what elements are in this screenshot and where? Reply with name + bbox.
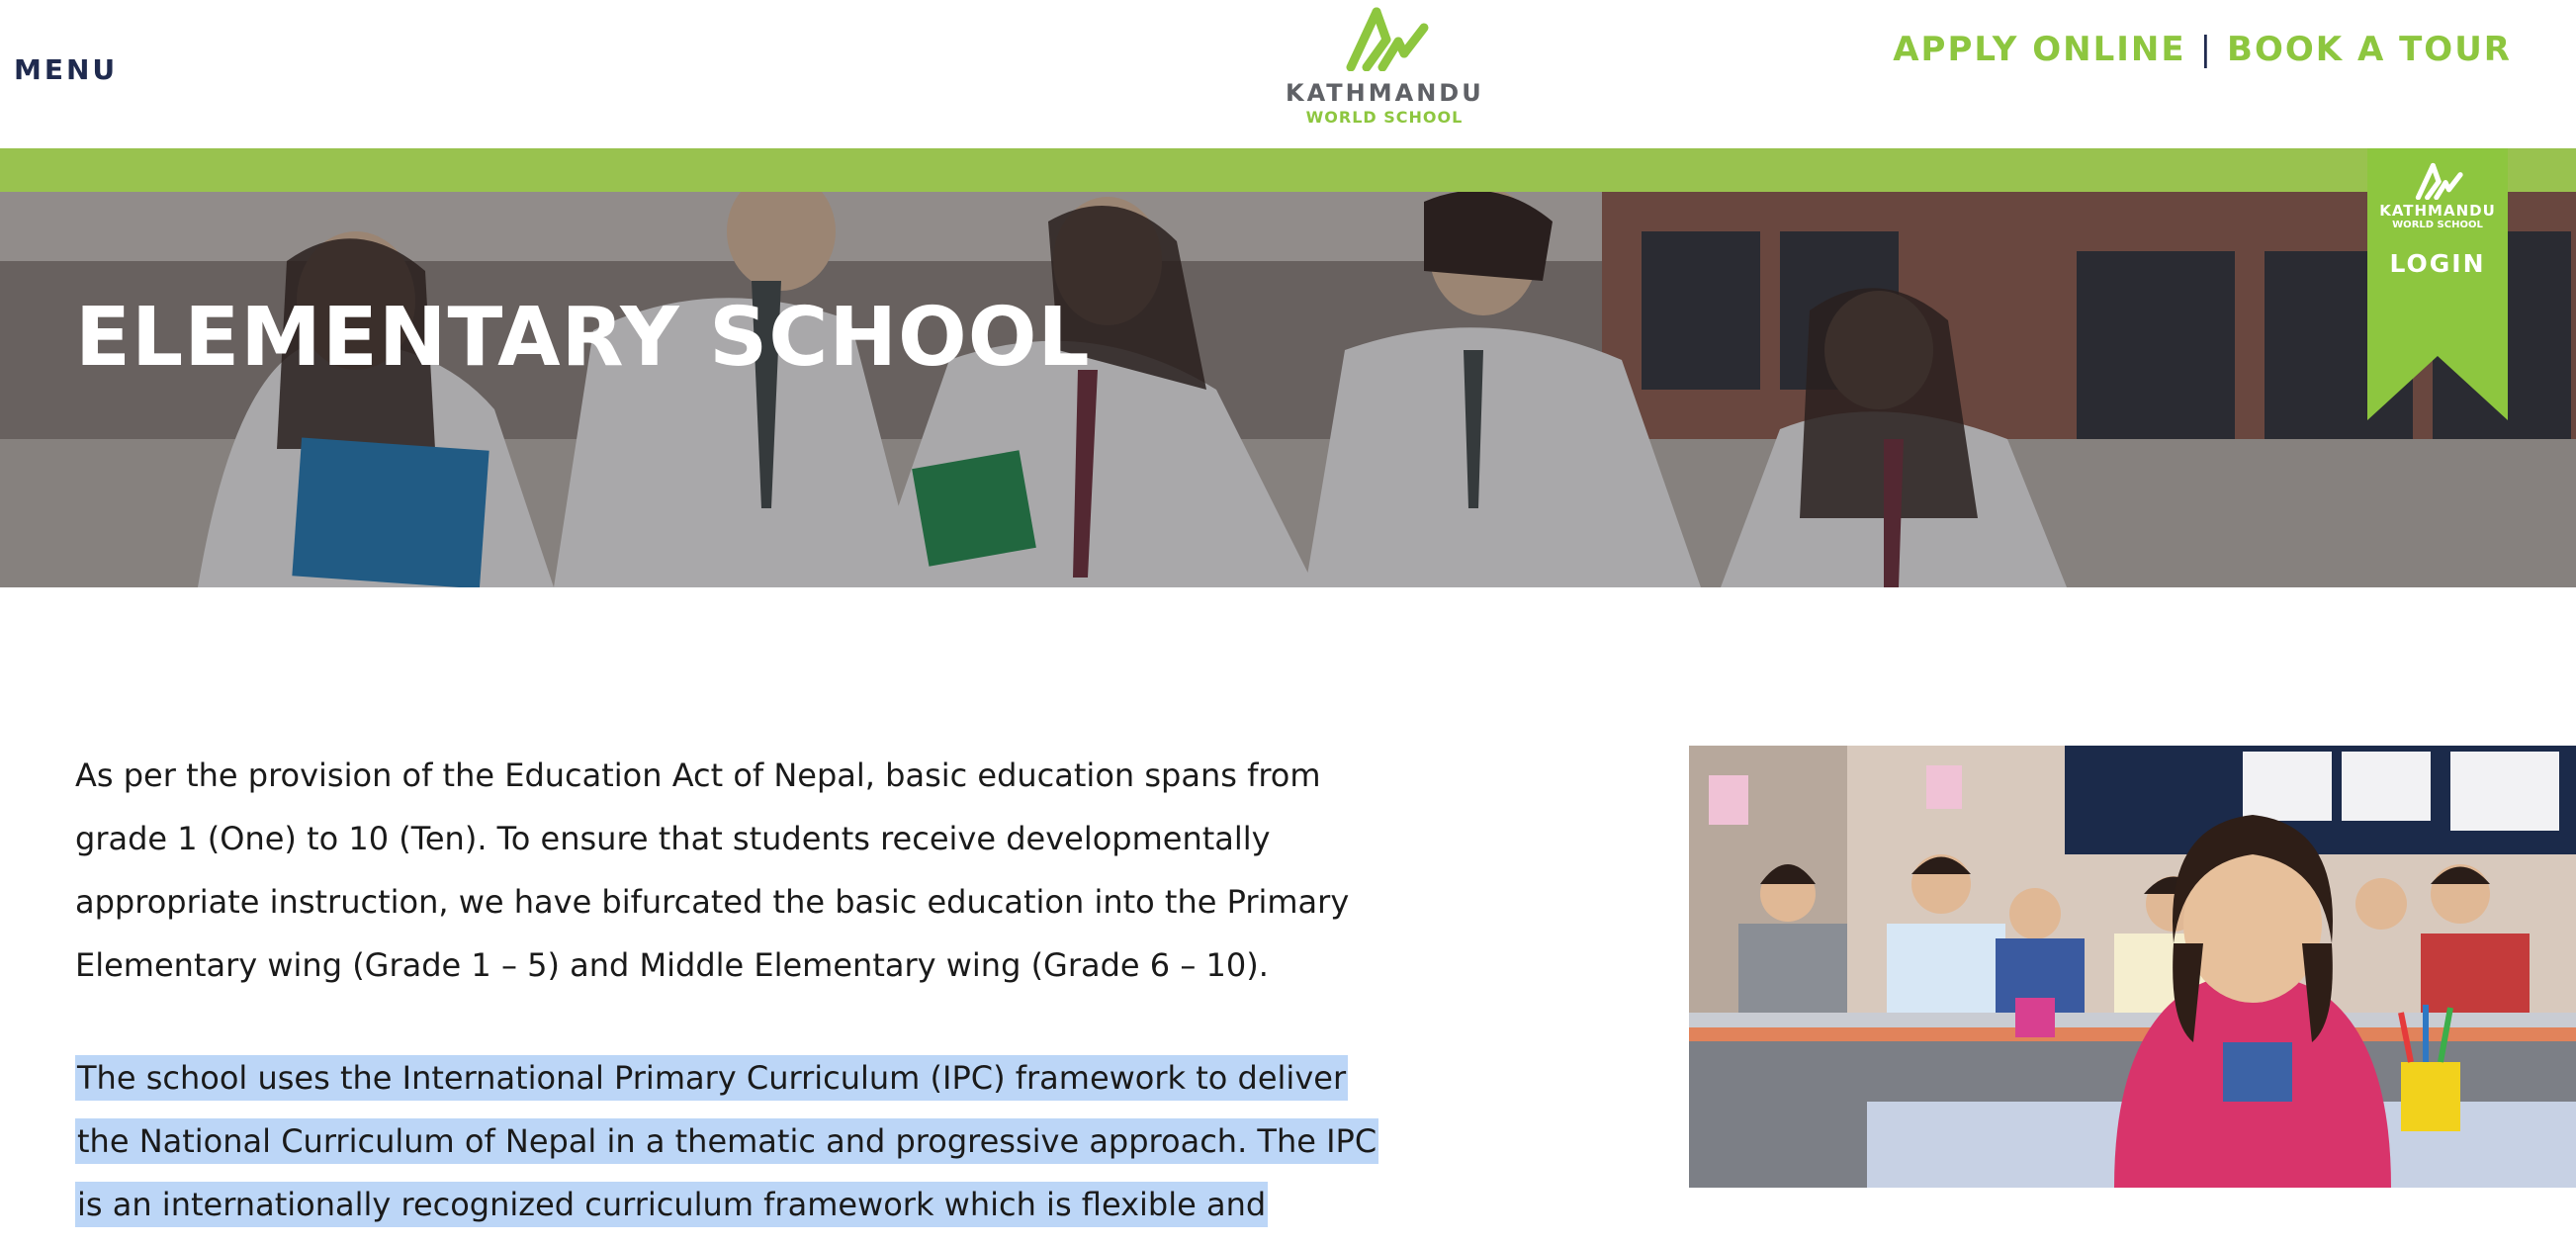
login-ribbon-button[interactable] bbox=[2367, 148, 2508, 420]
ribbon-logo-subtitle: WORLD SCHOOL bbox=[2392, 220, 2483, 230]
ribbon-logo bbox=[2367, 162, 2508, 230]
mountain-logo-icon bbox=[2410, 162, 2465, 200]
classroom-children-photo bbox=[1689, 746, 2576, 1188]
site-logo[interactable] bbox=[1286, 6, 1483, 134]
intro-content bbox=[75, 744, 1400, 1236]
menu-button[interactable]: MENU bbox=[14, 53, 119, 86]
apply-online-link[interactable]: APPLY ONLINE bbox=[1893, 30, 2186, 69]
page-title: ELEMENTARY SCHOOL bbox=[75, 291, 1091, 385]
selected-text: The school uses the International Primary Curriculum (IPC) framework to deliver the National Curriculum of Nepal in a thematic and progressive approach. The IPC is an internationally recognized curriculum framework which is flexible and bbox=[75, 1055, 1378, 1227]
link-separator: | bbox=[2199, 30, 2214, 69]
mountain-logo-icon bbox=[1337, 6, 1432, 71]
hero-banner bbox=[0, 192, 2576, 587]
login-label: LOGIN bbox=[2389, 249, 2486, 278]
green-accent-bar bbox=[0, 148, 2576, 192]
hero-overlay bbox=[0, 192, 2576, 587]
logo-subtitle: WORLD SCHOOL bbox=[1305, 108, 1464, 127]
top-links bbox=[1893, 30, 2512, 69]
classroom-image bbox=[1689, 746, 2576, 1188]
book-a-tour-link[interactable]: BOOK A TOUR bbox=[2227, 30, 2512, 69]
curriculum-paragraph bbox=[75, 1046, 1400, 1236]
ribbon-logo-name: KATHMANDU bbox=[2379, 202, 2496, 220]
intro-paragraph: As per the provision of the Education Act of Nepal, basic education spans from grade 1 (One) to 10 (Ten). To ensure that students receive developmentally appropriate instruction, we have bifurcated the basic education into the Primary Elementary wing (Grade 1 – 5) and Middle Elementary wing (Grade 6 – 10). bbox=[75, 756, 1350, 984]
site-header bbox=[0, 0, 2576, 148]
logo-name: KATHMANDU bbox=[1286, 79, 1484, 107]
